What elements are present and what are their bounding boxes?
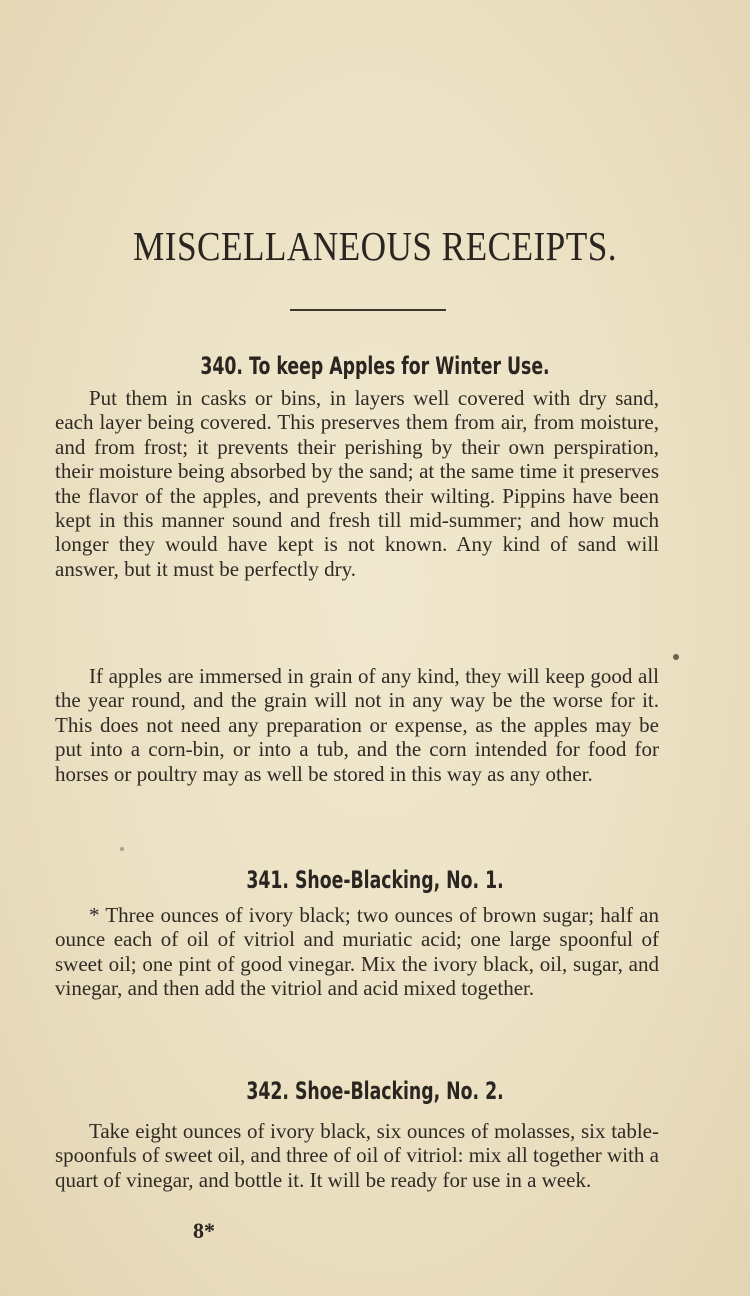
title-rule <box>290 309 446 311</box>
section-340-paragraph-2: If apples are immersed in grain of any kind, they will keep good all the year round, and the grain will not in any way be the worse for it. This does not need any preparation or expense, as the apples may be put into a corn-bin, or into a tub, and the corn intended for food for horses or poultry may as well be stored in this way as any other. <box>55 664 659 786</box>
section-342-paragraph-1: Take eight ounces of ivory black, six ounces of molasses, six table-spoonfuls of sweet oil, and three of oil of vitriol: mix all together with a quart of vinegar, and bottle it. It will be ready for use in a week. <box>55 1119 659 1192</box>
signature-mark: 8* <box>193 1218 215 1243</box>
section-heading-340: 340. To keep Apples for Winter Use. <box>200 352 550 380</box>
section-340-paragraph-1: Put them in casks or bins, in layers well covered with dry sand, each layer being covered. This preserves them from air, from moisture, and from frost; it prevents their perishing by their own perspiration, their moisture being absorbed by the sand; at the same time it preserves the flavor of the apples, and prevents their wilting. Pippins have been kept in this manner sound and fresh till mid-summer; and how much longer they would have kept is not known. Any kind of sand will answer, but it must be perfectly dry. <box>55 386 659 581</box>
section-341-paragraph-1: * Three ounces of ivory black; two ounces of brown sugar; half an ounce each of oil of vitriol and muriatic acid; one large spoonful of sweet oil; one pint of good vinegar. Mix the ivory black, oil, sugar, and vinegar, and then add the vitriol and acid mixed together. <box>55 903 659 1001</box>
ink-speck <box>673 654 679 660</box>
section-heading-342: 342. Shoe-Blacking, No. 2. <box>246 1077 504 1105</box>
ink-speck <box>120 847 124 851</box>
section-heading-341: 341. Shoe-Blacking, No. 1. <box>246 866 504 894</box>
page-title: MISCELLANEOUS RECEIPTS. <box>133 223 617 269</box>
